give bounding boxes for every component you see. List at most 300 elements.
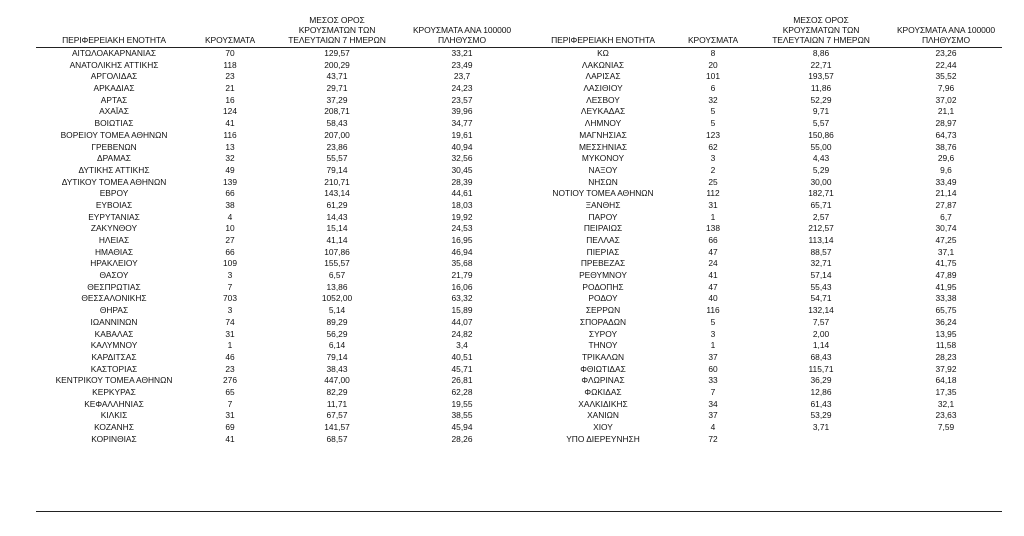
per100k-cell: 21,14 [935, 188, 957, 199]
cases-cell: 7 [227, 281, 233, 292]
table-row [516, 130, 1024, 142]
table-row [0, 235, 516, 247]
per100k-cell: 46,94 [451, 246, 473, 257]
per100k-cell: 30,45 [451, 164, 473, 175]
avg7-cell: 107,86 [324, 246, 350, 257]
avg7-cell: 210,71 [324, 176, 350, 187]
table-left-half [0, 10, 516, 445]
avg7-cell: 23,86 [326, 141, 348, 152]
per100k-cell: 33,49 [935, 176, 957, 187]
cases-cell: 138 [706, 223, 720, 234]
per100k-cell: 15,89 [451, 305, 473, 316]
avg7-cell: 13,86 [326, 281, 348, 292]
cases-cell: 5 [710, 118, 716, 129]
table-row [0, 270, 516, 282]
per100k-cell: 28,97 [935, 118, 957, 129]
cases-cell: 116 [706, 305, 720, 316]
per100k-cell: 24,82 [451, 328, 473, 339]
cases-cell: 60 [708, 363, 718, 374]
cases-cell: 3 [710, 153, 716, 164]
table-row [0, 305, 516, 317]
avg7-cell: 38,43 [326, 363, 348, 374]
per100k-cell: 7,59 [937, 422, 955, 432]
region-cell: ΑΙΤΩΛΟΑΚΑΡΝΑΝΙΑΣ [71, 48, 157, 58]
avg7-cell: 212,57 [808, 223, 834, 234]
table-row [0, 118, 516, 130]
cases-cell: 1 [710, 340, 716, 351]
cases-cell: 31 [225, 410, 235, 421]
avg7-cell: 36,29 [810, 375, 832, 386]
per100k-cell: 19,55 [451, 398, 473, 409]
table-row [0, 60, 516, 72]
avg7-cell: 447,00 [324, 375, 350, 386]
per100k-cell: 23,26 [935, 48, 957, 58]
cases-cell: 1 [227, 340, 233, 351]
table-row [516, 293, 1024, 305]
table-row [516, 95, 1024, 107]
region-cell: ΙΩΑΝΝΙΝΩΝ [90, 316, 138, 327]
table-row [0, 387, 516, 399]
region-cell: ΔΡΑΜΑΣ [97, 153, 131, 164]
region-cell: ΗΡΑΚΛΕΙΟΥ [90, 258, 138, 269]
table-row [516, 60, 1024, 72]
table-row [516, 410, 1024, 422]
per100k-cell: 30,74 [935, 223, 957, 234]
region-cell: ΖΑΚΥΝΘΟΥ [90, 223, 138, 234]
per100k-cell: 44,07 [451, 316, 473, 327]
cases-cell: 1 [710, 211, 716, 222]
cases-cell: 69 [225, 422, 235, 432]
avg7-cell: 6,14 [328, 340, 346, 351]
cases-cell: 24 [708, 258, 718, 269]
region-cell: ΝΑΞΟΥ [588, 164, 618, 175]
per100k-cell: 24,23 [451, 83, 473, 94]
per100k-cell: 16,06 [451, 281, 473, 292]
region-cell: ΚΕΦΑΛΛΗΝΙΑΣ [84, 398, 144, 409]
table-row [516, 83, 1024, 95]
region-cell: ΒΟΡΕΙΟΥ ΤΟΜΕΑ ΑΘΗΝΩΝ [60, 129, 168, 140]
avg7-cell: 14,43 [326, 211, 348, 222]
cases-cell: 118 [223, 59, 237, 70]
region-cell: ΚΕΝΤΡΙΚΟΥ ΤΟΜΕΑ ΑΘΗΝΩΝ [55, 375, 173, 386]
table-row [516, 200, 1024, 212]
avg7-cell: 113,14 [808, 235, 834, 245]
cases-cell: 70 [225, 48, 235, 58]
per100k-cell: 21,79 [451, 270, 473, 281]
cases-cell: 3 [227, 270, 233, 281]
per100k-cell: 6,7 [940, 211, 952, 222]
cases-cell: 41 [225, 118, 235, 129]
table-row [0, 142, 516, 154]
cases-cell: 31 [225, 328, 235, 339]
per100k-cell: 64,73 [935, 129, 957, 140]
cases-cell: 6 [710, 83, 716, 94]
table-row [516, 165, 1024, 177]
table-row [0, 422, 516, 434]
avg7-cell: 15,14 [326, 223, 348, 234]
per100k-cell: 24,53 [451, 223, 473, 234]
per100k-cell: 37,92 [935, 363, 957, 374]
cases-cell: 23 [225, 71, 235, 82]
region-cell: ΚΕΡΚΥΡΑΣ [92, 386, 136, 397]
region-cell: ΔΥΤΙΚΟΥ ΤΟΜΕΑ ΑΘΗΝΩΝ [61, 176, 167, 187]
table-row [0, 247, 516, 259]
table-row [0, 177, 516, 189]
avg7-cell: 55,43 [810, 281, 832, 292]
table-row [516, 142, 1024, 154]
avg7-cell: 5,14 [328, 305, 346, 316]
avg7-cell: 143,14 [324, 188, 350, 199]
cases-cell: 4 [710, 422, 716, 432]
table-row [0, 212, 516, 224]
cases-cell: 16 [225, 94, 235, 105]
bottom-divider [36, 511, 1002, 512]
table-row [516, 375, 1024, 387]
table-row [516, 352, 1024, 364]
header-avg7: ΜΕΣΟΣ ΟΡΟΣ ΚΡΟΥΣΜΑΤΩΝ ΤΩΝ ΤΕΛΕΥΤΑΙΩΝ 7 ΗΜΕΡΩΝ [772, 15, 870, 45]
avg7-cell: 88,57 [810, 246, 832, 257]
cases-cell: 101 [706, 71, 720, 82]
table-row [0, 329, 516, 341]
table-row [516, 340, 1024, 352]
table-row [516, 71, 1024, 83]
table-header-left [0, 10, 516, 48]
header-region: ΠΕΡΙΦΕΡΕΙΑΚΗ ΕΝΟΤΗΤΑ [62, 35, 166, 45]
cases-cell: 5 [710, 316, 716, 327]
cases-cell: 109 [223, 258, 237, 269]
region-cell: ΤΗΝΟΥ [588, 340, 618, 351]
per100k-cell: 35,52 [935, 71, 957, 82]
table-row [516, 177, 1024, 189]
region-cell: ΦΛΩΡΙΝΑΣ [581, 375, 625, 386]
avg7-cell: 129,57 [324, 48, 350, 58]
table-row [516, 364, 1024, 376]
avg7-cell: 2,57 [812, 211, 830, 222]
per100k-cell: 9,6 [940, 164, 952, 175]
per100k-cell: 17,35 [935, 386, 957, 397]
region-cell: ΑΝΑΤΟΛΙΚΗΣ ΑΤΤΙΚΗΣ [69, 59, 159, 70]
per100k-cell: 19,92 [451, 211, 473, 222]
table-row [0, 188, 516, 200]
table-row [0, 282, 516, 294]
per100k-cell: 33,38 [935, 293, 957, 304]
table-row [0, 340, 516, 352]
cases-cell: 124 [223, 106, 237, 117]
table-row [0, 258, 516, 270]
region-cell: ΘΗΡΑΣ [99, 305, 129, 316]
region-cell: ΞΑΝΘΗΣ [585, 199, 621, 210]
cases-cell: 47 [708, 246, 718, 257]
region-cell: ΓΡΕΒΕΝΩΝ [91, 141, 137, 152]
table-row [0, 223, 516, 235]
per100k-cell: 23,49 [451, 59, 473, 70]
cases-cell: 74 [225, 316, 235, 327]
avg7-cell: 4,43 [812, 153, 830, 164]
region-cell: ΛΑΡΙΣΑΣ [585, 71, 621, 82]
cases-cell: 66 [708, 235, 718, 245]
avg7-cell: 208,71 [324, 106, 350, 117]
table-row [0, 200, 516, 212]
per100k-cell: 19,61 [451, 129, 473, 140]
cases-cell: 33 [708, 375, 718, 386]
cases-cell: 41 [225, 433, 235, 444]
region-cell: ΚΑΡΔΙΤΣΑΣ [91, 351, 137, 362]
cases-cell: 116 [223, 129, 237, 140]
avg7-cell: 207,00 [324, 129, 350, 140]
cases-cell: 13 [225, 141, 235, 152]
avg7-cell: 57,14 [810, 270, 832, 281]
cases-cell: 703 [223, 293, 237, 304]
avg7-cell: 150,86 [808, 129, 834, 140]
region-cell: ΤΡΙΚΑΛΩΝ [581, 351, 625, 362]
per100k-cell: 23,63 [935, 410, 957, 421]
region-cell: ΚΙΛΚΙΣ [100, 410, 128, 421]
cases-cell: 5 [710, 106, 716, 117]
cases-cell: 37 [708, 410, 718, 421]
table-row [0, 352, 516, 364]
per100k-cell: 40,94 [451, 141, 473, 152]
table-row [516, 48, 1024, 60]
region-cell: ΣΕΡΡΩΝ [585, 305, 621, 316]
table-row [0, 165, 516, 177]
per100k-cell: 28,26 [451, 433, 473, 444]
region-cell: ΚΑΛΥΜΝΟΥ [90, 340, 138, 351]
table-row [0, 106, 516, 118]
avg7-cell: 182,71 [808, 188, 834, 199]
region-cell: ΑΡΓΟΛΙΔΑΣ [90, 71, 138, 82]
avg7-cell: 1,14 [812, 340, 830, 351]
region-cell: ΛΕΥΚΑΔΑΣ [580, 106, 626, 117]
region-cell: ΘΕΣΠΡΩΤΙΑΣ [87, 281, 141, 292]
avg7-cell: 9,71 [812, 106, 830, 117]
region-cell: ΛΑΣΙΘΙΟΥ [583, 83, 623, 94]
avg7-cell: 54,71 [810, 293, 832, 304]
table-row [0, 399, 516, 411]
per100k-cell: 63,32 [451, 293, 473, 304]
cases-cell: 8 [710, 48, 716, 58]
table-row [516, 317, 1024, 329]
region-cell: ΑΧΑΪΑΣ [99, 106, 129, 117]
avg7-cell: 41,14 [326, 235, 348, 245]
table-row [516, 258, 1024, 270]
per100k-cell: 22,44 [935, 59, 957, 70]
region-cell: ΧΑΝΙΩΝ [587, 410, 619, 421]
per100k-cell: 41,75 [935, 258, 957, 269]
region-cell: ΧΙΟΥ [593, 422, 613, 432]
per100k-cell: 11,58 [935, 340, 957, 351]
region-cell: ΛΗΜΝΟΥ [584, 118, 622, 129]
region-cell: ΗΛΕΙΑΣ [98, 235, 130, 245]
table-row [516, 399, 1024, 411]
region-cell: ΘΑΣΟΥ [99, 270, 129, 281]
region-cell: ΑΡΚΑΔΙΑΣ [93, 83, 135, 94]
cases-cell: 21 [225, 83, 235, 94]
table-row [516, 270, 1024, 282]
header-region: ΠΕΡΙΦΕΡΕΙΑΚΗ ΕΝΟΤΗΤΑ [551, 35, 655, 45]
avg7-cell: 58,43 [326, 118, 348, 129]
region-cell: ΠΑΡΟΥ [588, 211, 618, 222]
avg7-cell: 11,86 [810, 83, 832, 94]
per100k-cell: 47,25 [935, 235, 957, 245]
avg7-cell: 32,71 [810, 258, 832, 269]
region-cell: ΛΑΚΩΝΙΑΣ [581, 59, 625, 70]
cases-cell: 38 [225, 199, 235, 210]
avg7-cell: 89,29 [326, 316, 348, 327]
avg7-cell: 61,29 [326, 199, 348, 210]
avg7-cell: 43,71 [326, 71, 348, 82]
region-cell: ΘΕΣΣΑΛΟΝΙΚΗΣ [81, 293, 147, 304]
per100k-cell: 38,55 [451, 410, 473, 421]
region-cell: ΧΑΛΚΙΔΙΚΗΣ [578, 398, 628, 409]
region-cell: ΣΥΡΟΥ [588, 328, 618, 339]
cases-cell: 3 [710, 328, 716, 339]
cases-cell: 3 [227, 305, 233, 316]
region-cell: ΜΕΣΣΗΝΙΑΣ [578, 141, 628, 152]
per100k-cell: 32,56 [451, 153, 473, 164]
cases-cell: 62 [708, 141, 718, 152]
cases-cell: 40 [708, 293, 718, 304]
table-row [516, 434, 1024, 446]
table-row [516, 223, 1024, 235]
table-row [516, 212, 1024, 224]
per100k-cell: 38,76 [935, 141, 957, 152]
avg7-cell: 79,14 [326, 164, 348, 175]
cases-cell: 25 [708, 176, 718, 187]
avg7-cell: 193,57 [808, 71, 834, 82]
cases-cell: 72 [708, 433, 718, 444]
per100k-cell: 44,61 [451, 188, 473, 199]
avg7-cell: 3,71 [812, 422, 830, 432]
table-row [516, 118, 1024, 130]
table-row [0, 410, 516, 422]
avg7-cell: 115,71 [808, 363, 834, 374]
avg7-cell: 6,57 [328, 270, 346, 281]
region-cell: ΡΟΔΟΥ [588, 293, 618, 304]
region-cell: ΠΕΙΡΑΙΩΣ [583, 223, 623, 234]
region-cell: ΥΠΟ ΔΙΕΡΕΥΝΗΣΗ [566, 433, 640, 444]
region-cell: ΚΑΣΤΟΡΙΑΣ [90, 363, 138, 374]
region-cell: ΜΥΚΟΝΟΥ [581, 153, 625, 164]
table-row [516, 106, 1024, 118]
region-cell: ΠΕΛΛΑΣ [586, 235, 620, 245]
region-cell: ΡΟΔΟΠΗΣ [582, 281, 624, 292]
avg7-cell: 37,29 [326, 94, 348, 105]
avg7-cell: 53,29 [810, 410, 832, 421]
avg7-cell: 82,29 [326, 386, 348, 397]
header-avg7: ΜΕΣΟΣ ΟΡΟΣ ΚΡΟΥΣΜΑΤΩΝ ΤΩΝ ΤΕΛΕΥΤΑΙΩΝ 7 ΗΜΕΡΩΝ [288, 15, 386, 45]
region-cell: ΠΡΕΒΕΖΑΣ [580, 258, 626, 269]
avg7-cell: 56,29 [326, 328, 348, 339]
table-row [0, 434, 516, 446]
avg7-cell: 2,00 [812, 328, 830, 339]
cases-cell: 65 [225, 386, 235, 397]
avg7-cell: 68,43 [810, 351, 832, 362]
region-cell: ΔΥΤΙΚΗΣ ΑΤΤΙΚΗΣ [78, 164, 150, 175]
region-cell: ΦΩΚΙΔΑΣ [584, 386, 622, 397]
header-cases: ΚΡΟΥΣΜΑΤΑ [687, 35, 739, 45]
cases-cell: 112 [706, 188, 720, 199]
region-cell: ΡΕΘΥΜΝΟΥ [579, 270, 627, 281]
cases-cell: 34 [708, 398, 718, 409]
per100k-cell: 45,94 [451, 422, 473, 432]
cases-cell: 66 [225, 188, 235, 199]
table-row [0, 83, 516, 95]
region-cell: ΦΘΙΩΤΙΔΑΣ [580, 363, 626, 374]
per100k-cell: 28,23 [935, 351, 957, 362]
cases-cell: 46 [225, 351, 235, 362]
region-cell: ΛΕΣΒΟΥ [586, 94, 620, 105]
cases-cell: 41 [708, 270, 718, 281]
region-cell: ΠΙΕΡΙΑΣ [586, 246, 620, 257]
cases-cell: 4 [227, 211, 233, 222]
table-row [516, 153, 1024, 165]
cases-cell: 31 [708, 199, 718, 210]
per100k-cell: 26,81 [451, 375, 473, 386]
table-row [0, 153, 516, 165]
avg7-cell: 52,29 [810, 94, 832, 105]
table-body-right [516, 48, 1024, 445]
table-row [516, 422, 1024, 434]
avg7-cell: 12,86 [810, 386, 832, 397]
table-header-right [516, 10, 1024, 48]
table-row [0, 95, 516, 107]
avg7-cell: 68,57 [326, 433, 348, 444]
table-row [516, 247, 1024, 259]
header-cases: ΚΡΟΥΣΜΑΤΑ [204, 35, 256, 45]
table-row [0, 364, 516, 376]
per100k-cell: 47,89 [935, 270, 957, 281]
avg7-cell: 30,00 [810, 176, 832, 187]
avg7-cell: 132,14 [808, 305, 834, 316]
per100k-cell: 36,24 [935, 316, 957, 327]
table-row [516, 188, 1024, 200]
cases-cell: 20 [708, 59, 718, 70]
header-divider [36, 47, 1002, 48]
table-row [516, 235, 1024, 247]
cases-cell: 32 [225, 153, 235, 164]
region-cell: ΝΟΤΙΟΥ ΤΟΜΕΑ ΑΘΗΝΩΝ [552, 188, 654, 199]
header-per100k: ΚΡΟΥΣΜΑΤΑ ΑΝΑ 100000 ΠΛΗΘΥΣΜΟ [412, 25, 512, 45]
per100k-cell: 41,95 [935, 281, 957, 292]
per100k-cell: 13,95 [935, 328, 957, 339]
per100k-cell: 28,39 [451, 176, 473, 187]
cases-cell: 2 [710, 164, 716, 175]
region-cell: ΚΟΖΑΝΗΣ [94, 422, 134, 432]
cases-cell: 123 [706, 129, 720, 140]
cases-cell: 66 [225, 246, 235, 257]
table-row [0, 317, 516, 329]
avg7-cell: 79,14 [326, 351, 348, 362]
cases-cell: 32 [708, 94, 718, 105]
cases-cell: 7 [227, 398, 233, 409]
cases-cell: 139 [223, 176, 237, 187]
avg7-cell: 55,57 [326, 153, 348, 164]
per100k-cell: 37,1 [937, 246, 955, 257]
per100k-cell: 35,68 [451, 258, 473, 269]
per100k-cell: 39,96 [451, 106, 473, 117]
per100k-cell: 40,51 [451, 351, 473, 362]
header-per100k: ΚΡΟΥΣΜΑΤΑ ΑΝΑ 100000 ΠΛΗΘΥΣΜΟ [896, 25, 996, 45]
avg7-cell: 11,71 [326, 398, 348, 409]
avg7-cell: 55,00 [810, 141, 832, 152]
per100k-cell: 32,1 [937, 398, 955, 409]
per100k-cell: 65,75 [935, 305, 957, 316]
per100k-cell: 64,18 [935, 375, 957, 386]
region-cell: ΚΑΒΑΛΑΣ [94, 328, 134, 339]
table-row [0, 130, 516, 142]
table-body-left [0, 48, 516, 445]
table-row [516, 387, 1024, 399]
